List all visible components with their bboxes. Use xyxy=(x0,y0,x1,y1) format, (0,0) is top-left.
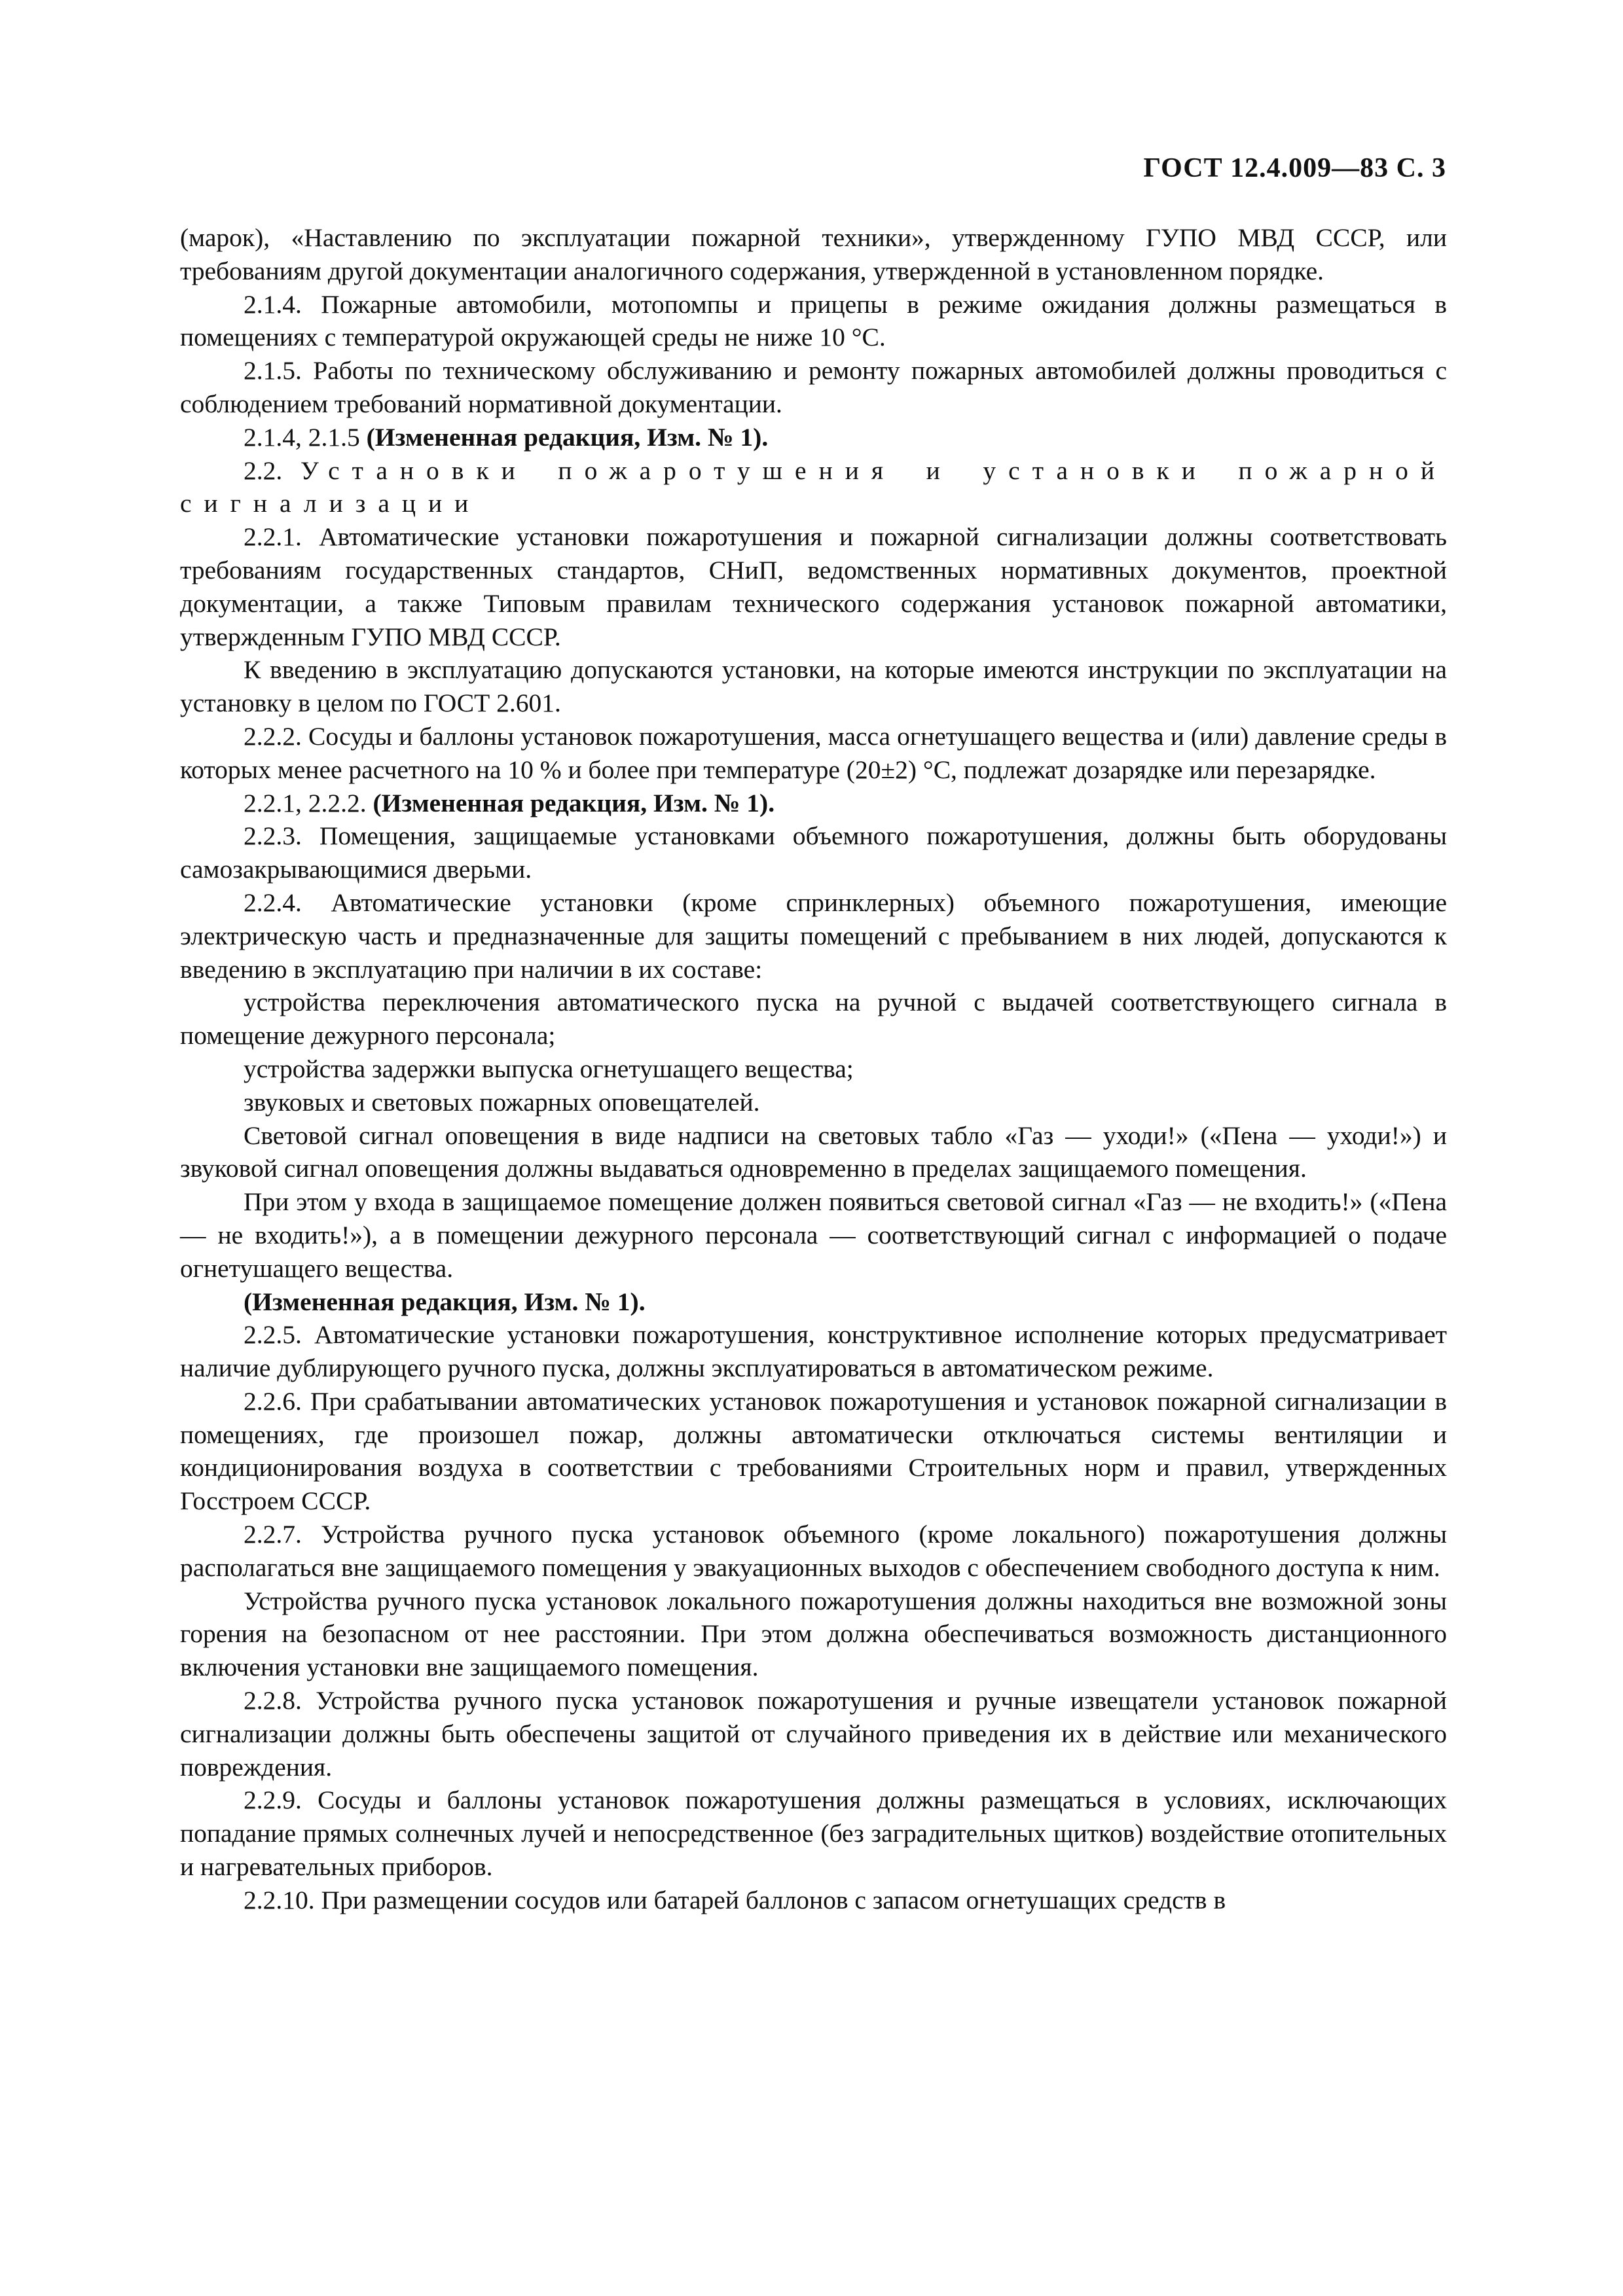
paragraph-2-2-3: 2.2.3. Помещения, защищаемые установками объемного пожаротушения, должны быть оборудованы самозакрывающимися дверьми. xyxy=(180,821,1447,884)
section-title: Установки пожаротушения и установки пожарной сигнализации xyxy=(180,456,1448,518)
list-item-delay-device: устройства задержки выпуска огнетушащего вещества; xyxy=(244,1054,854,1083)
paragraph-local-extinguishing: Устройства ручного пуска установок локального пожаротушения должны находиться вне возможной зоны горения на безопасном от нее расстоянии. При этом должна обеспечиваться возможность дистанционного включения установки вне защищаемого помещения. xyxy=(180,1586,1447,1682)
paragraph-2-2-1: 2.2.1. Автоматические установки пожаротушения и пожарной сигнализации должны соответствовать требованиям государственных стандартов, СНиП, ведомственных нормативных документов, проектной документации, а также Типовым правилам технического содержания установок пожарной автоматики, утвержденным ГУПО МВД СССР. xyxy=(180,522,1447,651)
paragraph-2-2-7: 2.2.7. Устройства ручного пуска установок объемного (кроме локального) пожаротушения должны располагаться вне защищаемого помещения у эвакуационных выходов с обеспечением свободного доступа к ним. xyxy=(180,1520,1447,1582)
paragraph-continuation: (марок), «Наставлению по эксплуатации пожарной техники», утвержденному ГУПО МВД СССР, или требованиям другой документации аналогичного содержания, утвержденной в установленном порядке. xyxy=(180,223,1447,285)
paragraph-2-1-4: 2.1.4. Пожарные автомобили, мотопомпы и прицепы в режиме ожидания должны размещаться в помещениях с температурой окружающей среды не ниже 10 °С. xyxy=(180,289,1447,352)
section-heading-2-2 xyxy=(180,454,1447,521)
list-item-switch-device: устройства переключения автоматического пуска на ручной с выдачей соответствующего сигнала в помещение дежурного персонала; xyxy=(180,988,1447,1050)
amendment-label: (Измененная редакция, Изм. № 1). xyxy=(366,422,769,452)
paragraph-entrance-signal: При этом у входа в защищаемое помещение должен появиться световой сигнал «Газ — не входить!» («Пена — не входить!»), а в помещении дежурного персонала — соответствующий сигнал с информацией о подаче огнетушащего вещества. xyxy=(180,1187,1447,1283)
paragraph-2-2-2: 2.2.2. Сосуды и баллоны установок пожаротушения, масса огнетушащего вещества и (или) давление среды в которых менее расчетного на 10 % и более при температуре (20±2) °С, подлежат дозарядке или перезарядке. xyxy=(180,721,1447,784)
amendment-label: (Измененная редакция, Изм. № 1). xyxy=(373,788,775,817)
list-item-alarms: звуковых и световых пожарных оповещателей. xyxy=(244,1087,760,1117)
paragraph-2-2-9: 2.2.9. Сосуды и баллоны установок пожаротушения должны размещаться в условиях, исключающих попадание прямых солнечных лучей и непосредственное (без заградительных щитков) воздействие отопительных и нагревательных приборов. xyxy=(180,1785,1447,1882)
amendment-note-2-2-4: (Измененная редакция, Изм. № 1). xyxy=(244,1287,646,1316)
paragraph-2-2-8: 2.2.8. Устройства ручного пуска установок пожаротушения и ручные извещатели установок пожарной сигнализации должны быть обеспечены защитой от случайного приведения их в действие или механического повреждения. xyxy=(180,1686,1447,1782)
paragraph-2-2-4: 2.2.4. Автоматические установки (кроме спринклерных) объемного пожаротушения, имеющие электрическую часть и предназначенные для защиты помещений с пребыванием в них людей, допускаются к введению в эксплуатацию при наличии в их составе: xyxy=(180,888,1447,984)
paragraph-2-2-10: 2.2.10. При размещении сосудов или батарей баллонов с запасом огнетушащих средств в xyxy=(244,1885,1226,1914)
paragraph-light-signal: Световой сигнал оповещения в виде надписи на световых табло «Газ — уходи!» («Пена — уходи!») и звуковой сигнал оповещения должны выдаваться одновременно в пределах защищаемого помещения. xyxy=(180,1121,1447,1183)
page-header: ГОСТ 12.4.009—83 С. 3 xyxy=(1143,153,1446,183)
paragraph-commissioning: К введению в эксплуатацию допускаются установки, на которые имеются инструкции по эксплуатации на установку в целом по ГОСТ 2.601. xyxy=(180,655,1447,718)
document-body xyxy=(180,221,1447,1917)
amendment-clauses: 2.2.1, 2.2.2. xyxy=(244,788,373,817)
amendment-note-2-2-1-2-2-2 xyxy=(180,787,1447,820)
amendment-clauses: 2.1.4, 2.1.5 xyxy=(244,422,367,452)
paragraph-2-2-5: 2.2.5. Автоматические установки пожаротушения, конструктивное исполнение которых предусматривает наличие дублирующего ручного пуска, должны эксплуатироваться в автоматическом режиме. xyxy=(180,1320,1447,1383)
paragraph-2-1-5: 2.1.5. Работы по техническому обслуживанию и ремонту пожарных автомобилей должны проводиться с соблюдением требований нормативной документации. xyxy=(180,356,1447,418)
section-number: 2.2. xyxy=(244,456,301,485)
paragraph-2-2-6: 2.2.6. При срабатывании автоматических установок пожаротушения и установок пожарной сигнализации в помещениях, где произошел пожар, должны автоматически отключаться системы вентиляции и кондиционирования воздуха в соответствии с требованиями Строительных норм и правил, утвержденных Госстроем СССР. xyxy=(180,1386,1447,1516)
amendment-note-2-1-4-2-1-5 xyxy=(180,421,1447,454)
